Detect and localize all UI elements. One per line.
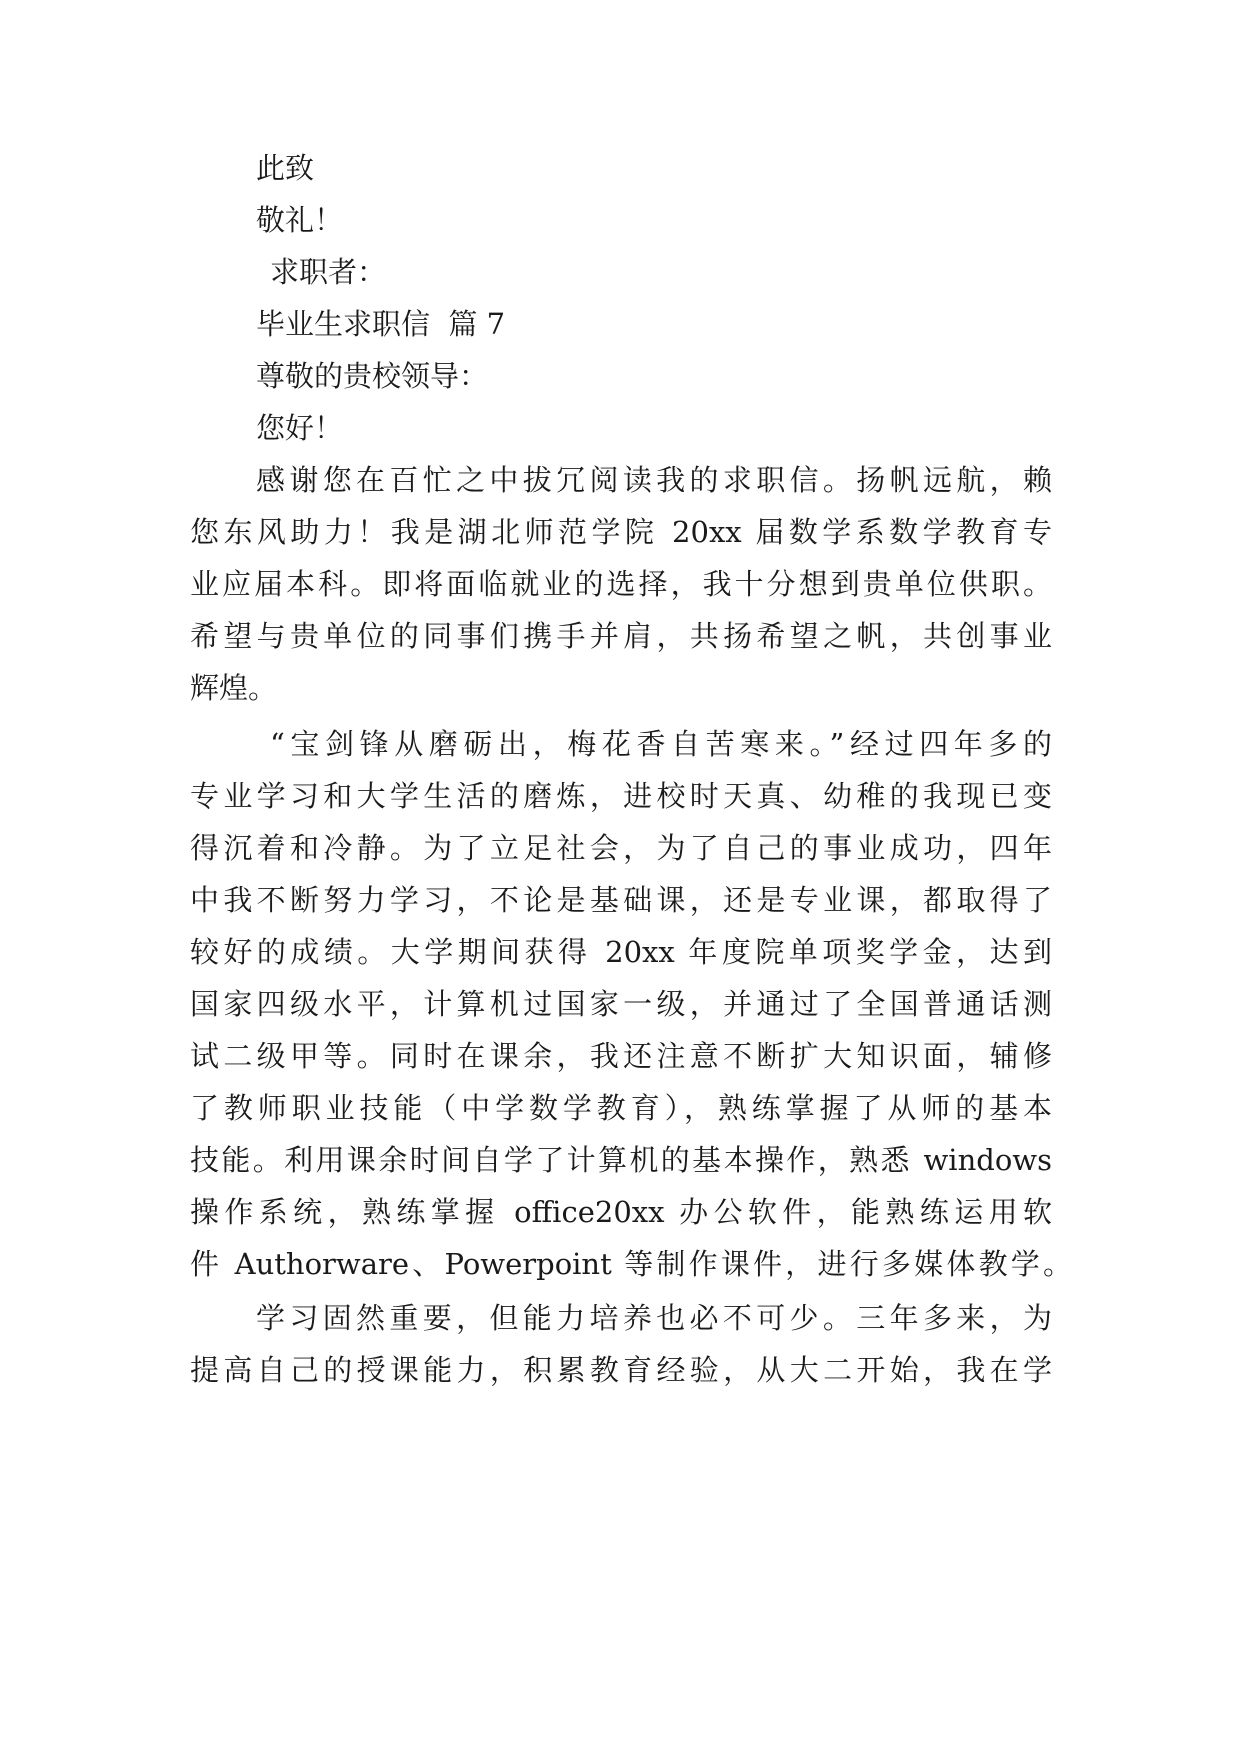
paragraph-2-line-4: 中我不断努力学习，不论是基础课，还是专业课，都取得了 — [190, 883, 1052, 917]
paragraph-2-line-6: 国家四级水平，计算机过国家一级，并通过了全国普通话测 — [190, 987, 1052, 1021]
paragraph-2-line-9: 技能。利用课余时间自学了计算机的基本操作，熟悉 windows — [190, 1143, 1052, 1177]
paragraph-1-line-3: 业应届本科。即将面临就业的选择，我十分想到贵单位供职。 — [190, 567, 1052, 601]
paragraph-2-line-2: 专业学习和大学生活的磨炼，进校时天真、幼稚的我现已变 — [190, 779, 1052, 813]
paragraph-2-line-3: 得沉着和冷静。为了立足社会，为了自己的事业成功，四年 — [190, 831, 1052, 865]
paragraph-3-line-1: 学习固然重要，但能力培养也必不可少。三年多来，为 — [256, 1301, 1052, 1335]
paragraph-2-line-11: 件 Authorware、Powerpoint 等制作课件，进行多媒体教学。 — [190, 1247, 1072, 1281]
greeting-hello: 您好！ — [256, 411, 344, 445]
section-title: 毕业生求职信 篇 7 — [256, 307, 506, 341]
paragraph-2-line-5: 较好的成绩。大学期间获得 20xx 年度院单项奖学金，达到 — [190, 935, 1052, 969]
paragraph-2-line-7: 试二级甲等。同时在课余，我还注意不断扩大知识面，辅修 — [190, 1039, 1052, 1073]
paragraph-1-line-2: 您东风助力！我是湖北师范学院 20xx 届数学系数学教育专 — [190, 515, 1052, 549]
paragraph-2-line-8: 了教师职业技能（中学数学教育），熟练掌握了从师的基本 — [190, 1091, 1052, 1125]
paragraph-1-line-1: 感谢您在百忙之中拔冗阅读我的求职信。扬帆远航，赖 — [256, 463, 1052, 497]
paragraph-2-line-10: 操作系统，熟练掌握 office20xx 办公软件，能熟练运用软 — [190, 1195, 1052, 1229]
paragraph-2-line-1: “宝剑锋从磨砺出，梅花香自苦寒来。”经过四年多的 — [270, 727, 1052, 761]
letter-salute: 敬礼！ — [256, 203, 344, 237]
paragraph-1-line-5: 辉煌。 — [190, 671, 278, 705]
paragraph-1-line-4: 希望与贵单位的同事们携手并肩，共扬希望之帆，共创事业 — [190, 619, 1052, 653]
greeting-recipient: 尊敬的贵校领导： — [256, 359, 489, 393]
letter-signature: 求职者： — [270, 255, 387, 289]
letter-closing: 此致 — [256, 151, 315, 185]
paragraph-3-line-2: 提高自己的授课能力，积累教育经验，从大二开始，我在学 — [190, 1353, 1052, 1387]
